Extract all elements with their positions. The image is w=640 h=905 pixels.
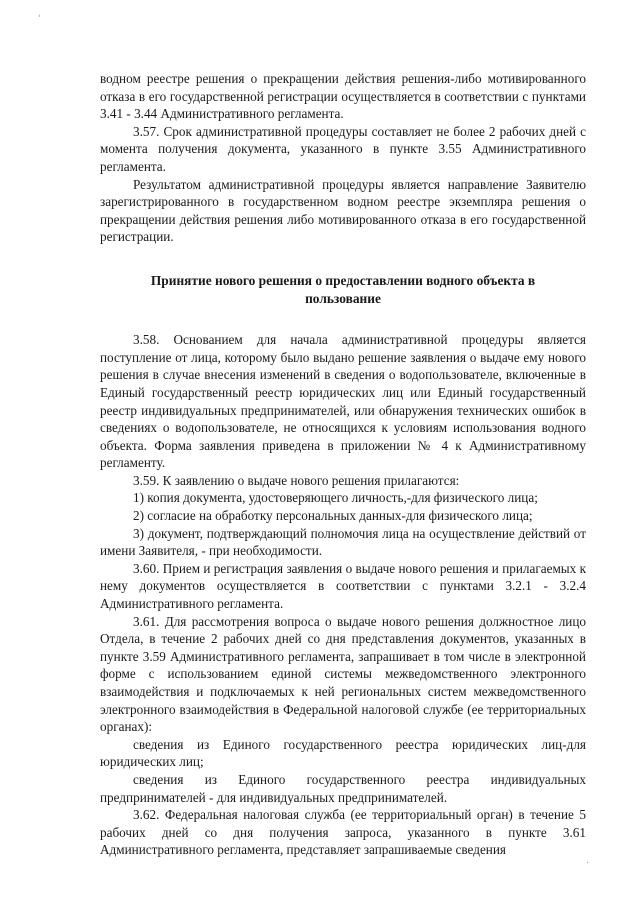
paragraph: 3.62. Федеральная налоговая служба (ее территориальный орган) в течение 5 рабочих дней со дня получения запроса, указанного в пункте 3.61 Административного регламента, представляет запрашиваемые сведения bbox=[100, 807, 586, 858]
paragraph: 2) согласие на обработку персональных данных-для физического лица; bbox=[133, 508, 533, 524]
paragraph: 3) документ, подтверждающий полномочия лица на осуществление действий от имени Заявителя, - при необходимости. bbox=[100, 525, 586, 559]
scan-mark-bottom: . bbox=[586, 856, 589, 866]
paragraph: сведения из Единого государственного реестра юридических лиц-для юридических лиц; bbox=[100, 736, 586, 770]
paragraph: 3.60. Прием и регистрация заявления о выдаче нового решения и прилагаемых к нему документов осуществляется в соответствии с пунктами 3.2.1 - 3.2.4 Административного регламента. bbox=[100, 560, 586, 612]
paragraph: сведения из Единого государственного реестра индивидуальных предпринимателей - для индивидуальных предпринимателей. bbox=[100, 771, 586, 805]
paragraph: 3.59. К заявлению о выдаче нового решения прилагаются: bbox=[133, 472, 460, 488]
paragraph: 3.58. Основанием для начала административной процедуры является поступление от лица, которому было выдано решение заявления о выдаче ему нового решения в случае внесения изменений в сведения о водопользователе, включенные в Единый государственный реестр юридических лиц или Единый государственный реестр индивидуальных предпринимателей, или обнаружения технических ошибок в сведениях о водопользователе, не относящихся к условиям использования водного объекта. Форма заявления приведена в приложении № 4 к Административному регламенту. bbox=[100, 332, 586, 471]
paragraphs-before-heading bbox=[100, 70, 586, 246]
document-page bbox=[100, 70, 586, 859]
paragraph: водном реестре решения о прекращении действия решения-либо мотивированного отказа в его государственной регистрации осуществляется в соответствии с пунктами 3.41 - 3.44 Административного регламента. bbox=[100, 71, 586, 122]
paragraph: 1) копия документа, удостоверяющего личность,-для физического лица; bbox=[133, 490, 538, 506]
section-heading: Принятие нового решения о предоставлении водного объекта в пользование bbox=[150, 272, 536, 306]
paragraphs-after-heading bbox=[100, 331, 586, 859]
paragraph: 3.61. Для рассмотрения вопроса о выдаче нового решения должностное лицо Отдела, в течение 2 рабочих дней со дня представления документов, указанных в пункте 3.59 Административного регламента, запрашивает в том числе в электронной форме с использованием единой системы межведомственного электронного взаимодействия и подключаемых к ней региональных систем межведомственного электронного взаимодействия в Федеральной налоговой службе (ее территориальных органах): bbox=[100, 613, 586, 735]
scan-mark-top: ' bbox=[38, 14, 41, 24]
paragraph: 3.57. Срок административной процедуры составляет не более 2 рабочих дней с момента получения документа, указанного в пункте 3.55 Административного регламента. bbox=[100, 123, 586, 174]
paragraph: Результатом административной процедуры является направление Заявителю зарегистрированного в государственном водном реестре экземпляра решения о прекращении действия решения либо мотивированного отказа в его государственной регистрации. bbox=[100, 176, 586, 245]
